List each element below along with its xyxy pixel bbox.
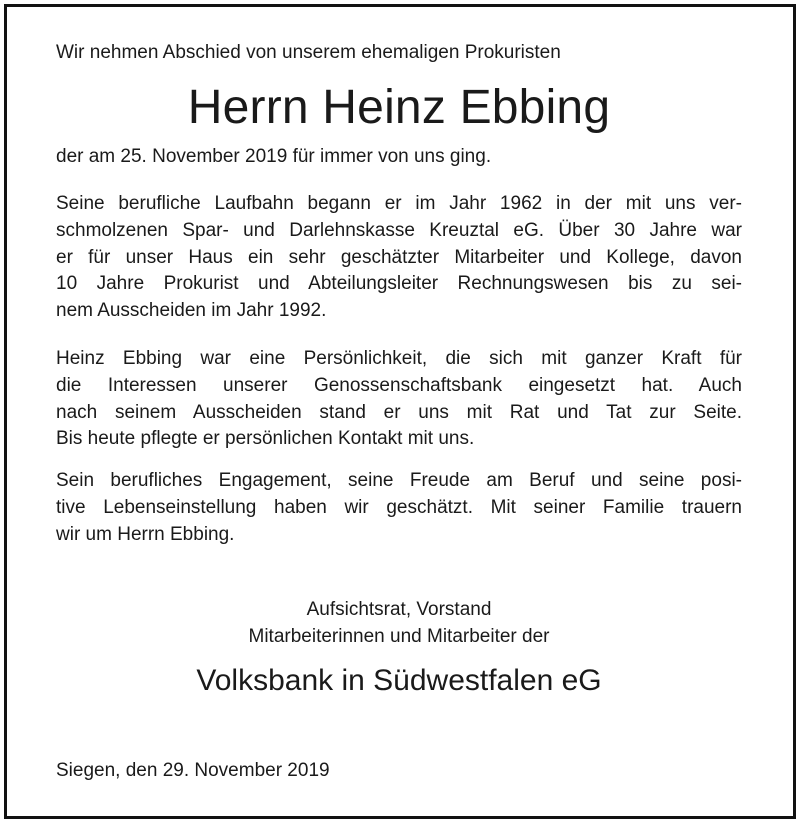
intro-line: Wir nehmen Abschied von unserem ehemaligen Prokuristen bbox=[56, 42, 561, 63]
paragraph-line: die Interessen unserer Genossenschaftsbank eingesetzt hat. Auch bbox=[56, 374, 742, 396]
signature-line-board: Aufsichtsrat, Vorstand bbox=[306, 599, 492, 620]
paragraph-line: Heinz Ebbing war eine Persönlichkeit, die sich mit ganzer Kraft für bbox=[56, 348, 742, 369]
paragraph-line: schmolzenen Spar- und Darlehnskasse Kreuztal eG. Über 30 Jahre war bbox=[56, 219, 742, 241]
engagement-paragraph bbox=[56, 468, 742, 548]
paragraph-line: Bis heute pflegte er persönlichen Kontakt mit uns. bbox=[56, 428, 475, 450]
place-date: Siegen, den 29. November 2019 bbox=[56, 760, 330, 781]
paragraph-line: Seine berufliche Laufbahn begann er im Jahr 1962 in der mit uns ver- bbox=[56, 193, 742, 214]
paragraph-line: er für unser Haus ein sehr geschätzter Mitarbeiter und Kollege, davon bbox=[56, 246, 742, 268]
paragraph-line: 10 Jahre Prokurist und Abteilungsleiter Rechnungswesen bis zu sei- bbox=[56, 273, 742, 295]
personality-paragraph bbox=[56, 346, 742, 453]
paragraph-line: tive Lebenseinstellung haben wir geschätzt. Mit seiner Familie trauern bbox=[56, 496, 742, 518]
career-paragraph bbox=[56, 191, 742, 325]
paragraph-line: nach seinem Ausscheiden stand er uns mit Rat und Tat zur Seite. bbox=[56, 401, 742, 423]
company-name: Volksbank in Südwestfalen eG bbox=[196, 664, 602, 697]
death-date-line: der am 25. November 2019 für immer von uns ging. bbox=[56, 146, 492, 167]
paragraph-line: Sein berufliches Engagement, seine Freude am Beruf und seine posi- bbox=[56, 470, 742, 491]
signature-line-staff: Mitarbeiterinnen und Mitarbeiter der bbox=[248, 626, 550, 647]
deceased-name: Herrn Heinz Ebbing bbox=[187, 81, 611, 134]
paragraph-line: nem Ausscheiden im Jahr 1992. bbox=[56, 300, 327, 322]
paragraph-line: wir um Herrn Ebbing. bbox=[56, 523, 235, 545]
